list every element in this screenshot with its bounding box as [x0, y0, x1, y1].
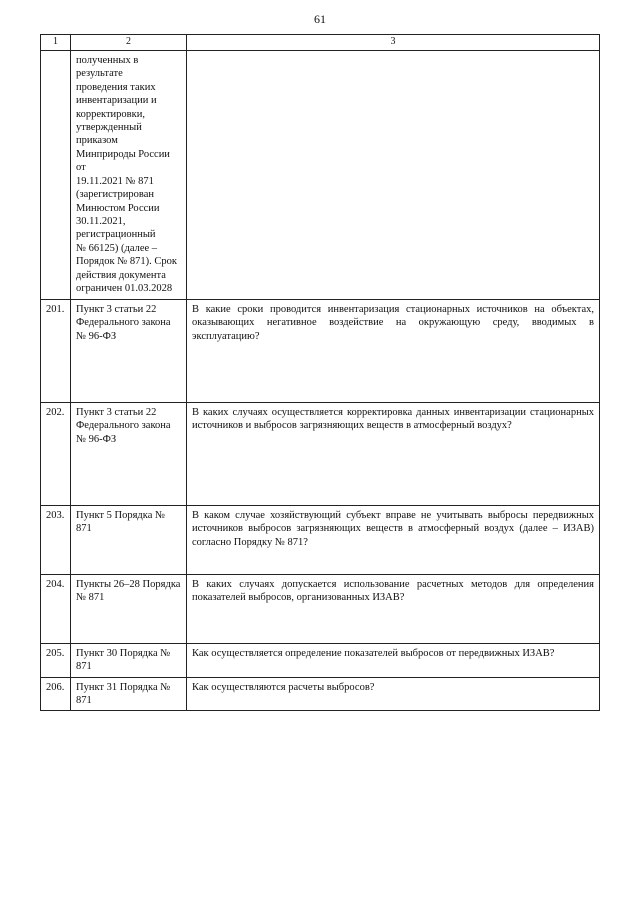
row-document: Пункт 30 Порядка № 871: [71, 643, 187, 677]
row-question: В каком случае хозяйствующий субъект вправе не учитывать выбросы передвижных источников выбросов загрязняющих веществ в атмосферный воздух (далее – ИЗАВ) согласно Порядку № 871?: [187, 505, 600, 574]
row-number: 203.: [41, 505, 71, 574]
header-col-number: 1: [41, 35, 71, 51]
row-number: 202.: [41, 402, 71, 505]
row-document: Пункт 3 статьи 22 Федерального закона № 96-ФЗ: [71, 402, 187, 505]
row-number: [41, 50, 71, 299]
row-question: В каких случаях допускается использование расчетных методов для определения показателей выбросов, организованных ИЗАВ?: [187, 574, 600, 643]
page-number: 61: [314, 12, 326, 26]
table-row: [41, 643, 600, 677]
row-question: Как осуществляются расчеты выбросов?: [187, 677, 600, 711]
row-document: Пункт 3 статьи 22 Федерального закона № 96-ФЗ: [71, 299, 187, 402]
table-row: [41, 574, 600, 643]
table-row: [41, 299, 600, 402]
row-number: 204.: [41, 574, 71, 643]
table-row-continuation: [41, 50, 600, 299]
header-col-document: 2: [71, 35, 187, 51]
header-col-question: 3: [187, 35, 600, 51]
row-question: В какие сроки проводится инвентаризация стационарных источников на объектах, оказывающих негативное воздействие на окружающую среду, вводимых в эксплуатацию?: [187, 299, 600, 402]
row-document: Пункт 31 Порядка № 871: [71, 677, 187, 711]
table-row: [41, 402, 600, 505]
table-header-row: [41, 35, 600, 51]
questions-table: [40, 34, 600, 711]
row-number: 201.: [41, 299, 71, 402]
row-document: Пункт 5 Порядка № 871: [71, 505, 187, 574]
table-row: [41, 677, 600, 711]
row-document: полученных в результате проведения таких инвентаризации и корректировки, утвержденный приказом Минприроды России от 19.11.2021 № 871 (зарегистрирован Минюстом России 30.11.2021, регистрационный № 66125) (далее – Порядок № 871). Срок действия документа ограничен 01.03.2028: [71, 50, 187, 299]
table-row: [41, 505, 600, 574]
row-document: Пункты 26–28 Порядка № 871: [71, 574, 187, 643]
row-question: [187, 50, 600, 299]
row-number: 206.: [41, 677, 71, 711]
row-question: Как осуществляется определение показателей выбросов от передвижных ИЗАВ?: [187, 643, 600, 677]
row-number: 205.: [41, 643, 71, 677]
row-question: В каких случаях осуществляется корректировка данных инвентаризации стационарных источников и выбросов загрязняющих веществ в атмосферный воздух?: [187, 402, 600, 505]
